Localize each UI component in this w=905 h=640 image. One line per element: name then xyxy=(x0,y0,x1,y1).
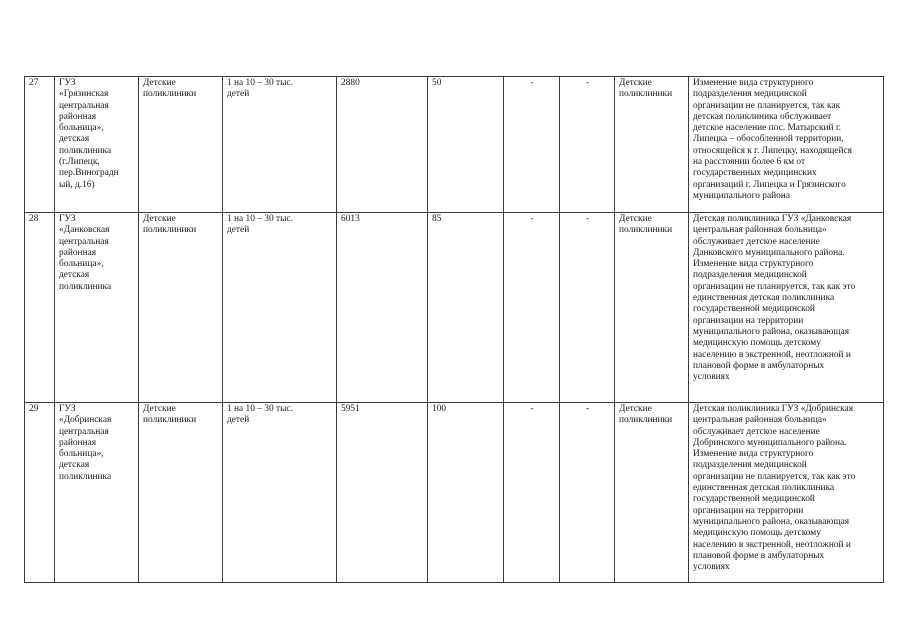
population-cell xyxy=(337,213,428,403)
note-cell-line: обслуживает детское население xyxy=(693,236,820,247)
new-unit-type-cell-line: поликлиники xyxy=(619,225,673,236)
new-unit-type-cell xyxy=(615,77,689,213)
note-cell-line: Данковского муниципального района. xyxy=(693,247,845,258)
norm-cell-line: детей xyxy=(227,225,250,236)
note-cell-line: Изменение вида структурного xyxy=(693,78,814,88)
dash-cell-text: - xyxy=(530,78,534,88)
dash-cell xyxy=(560,213,615,403)
organization-cell-line: центральная xyxy=(59,100,109,111)
row-number-cell-text: 28 xyxy=(29,214,39,224)
note-cell-line: условиях xyxy=(693,372,730,383)
population-cell-text: 6013 xyxy=(341,214,360,224)
organization-cell-line: ГУЗ xyxy=(59,214,76,224)
new-unit-type-cell-line: Детские xyxy=(619,404,652,414)
organization-cell-line: поликлиника xyxy=(59,471,112,482)
population-cell xyxy=(337,77,428,213)
capacity-cell xyxy=(428,213,504,403)
population-cell-text: 5951 xyxy=(341,404,360,414)
organization-cell-line: больница», xyxy=(59,449,104,460)
note-cell-line: подразделения медицинской xyxy=(693,460,807,471)
organization-cell-line: районная xyxy=(59,111,97,122)
note-cell xyxy=(689,403,884,583)
note-cell-line: Детская поликлиника ГУЗ «Добринская xyxy=(693,404,854,414)
organization-cell-line: детская xyxy=(59,270,90,281)
new-unit-type-cell-line: Детские xyxy=(619,214,652,224)
unit-type-cell xyxy=(139,403,223,583)
new-unit-type-cell-line: поликлиники xyxy=(619,415,673,426)
note-cell-line: организации на территории xyxy=(693,505,804,516)
dash-cell xyxy=(560,403,615,583)
new-unit-type-cell xyxy=(615,403,689,583)
row-number-cell xyxy=(25,77,55,213)
organization-cell xyxy=(55,403,139,583)
new-unit-type-cell xyxy=(615,213,689,403)
new-unit-type-cell-line: поликлиники xyxy=(619,89,673,100)
organization-cell-line: ГУЗ xyxy=(59,78,76,88)
note-cell-line: организаций г. Липецка и Грязинского xyxy=(693,179,846,190)
note-cell-line: медицинскую помощь детскому xyxy=(693,528,821,539)
note-cell-line: центральная районная больница» xyxy=(693,225,827,236)
note-cell-line: плановой форме в амбулаторных xyxy=(693,360,825,371)
organization-cell xyxy=(55,213,139,403)
unit-type-cell-line: поликлиники xyxy=(143,415,197,426)
note-cell-line: Изменение вида структурного xyxy=(693,259,814,270)
note-cell-line: организации не планируется, так как xyxy=(693,100,841,111)
organization-cell-line: «Добринская xyxy=(59,415,112,426)
note-cell-line: подразделения медицинской xyxy=(693,270,807,281)
population-cell xyxy=(337,403,428,583)
organization-cell-line: поликлиника xyxy=(59,281,112,292)
unit-type-cell-line: Детские xyxy=(143,404,176,414)
dash-cell xyxy=(504,403,560,583)
row-number-cell xyxy=(25,213,55,403)
table-row xyxy=(25,403,884,583)
table-body xyxy=(25,77,884,583)
dash-cell xyxy=(504,77,560,213)
note-cell-line: государственной медицинской xyxy=(693,494,815,505)
note-cell-line: государственной медицинской xyxy=(693,304,815,315)
unit-type-cell xyxy=(139,77,223,213)
organization-cell-line: пер.Виноградн xyxy=(59,168,119,179)
note-cell-line: организации на территории xyxy=(693,315,804,326)
organization-cell-line: районная xyxy=(59,247,97,258)
dash-cell xyxy=(560,77,615,213)
organization-cell-line: «Данковская xyxy=(59,225,110,236)
unit-type-cell-line: Детские xyxy=(143,78,176,88)
row-number-cell-text: 29 xyxy=(29,404,39,414)
capacity-cell xyxy=(428,403,504,583)
norm-cell-line: детей xyxy=(227,89,250,100)
organization-cell-line: центральная xyxy=(59,426,109,437)
note-cell-line: населению в экстренной, неотложной и xyxy=(693,539,851,550)
row-number-cell-text: 27 xyxy=(29,78,39,88)
note-cell-line: единственная детская поликлиника xyxy=(693,293,835,304)
dash-cell-text: - xyxy=(530,404,534,414)
note-cell-line: Изменение вида структурного xyxy=(693,449,814,460)
norm-cell-line: 1 на 10 – 30 тыс. xyxy=(227,404,293,414)
new-unit-type-cell-line: Детские xyxy=(619,78,652,88)
norm-cell xyxy=(223,403,337,583)
organization-cell-line: ГУЗ xyxy=(59,404,76,414)
unit-type-cell-line: поликлиники xyxy=(143,225,197,236)
note-cell-line: Добринского муниципального района. xyxy=(693,437,847,448)
note-cell-line: подразделения медицинской xyxy=(693,89,807,100)
row-number-cell xyxy=(25,403,55,583)
note-cell-line: медицинскую помощь детскому xyxy=(693,338,821,349)
note-cell-line: муниципального района, оказывающая xyxy=(693,326,850,337)
medical-organizations-table xyxy=(24,76,884,583)
organization-cell-line: (г.Липецк, xyxy=(59,157,100,168)
organization-cell-line: районная xyxy=(59,437,97,448)
note-cell-line: муниципального района xyxy=(693,190,790,201)
note-cell-line: населению в экстренной, неотложной и xyxy=(693,349,851,360)
note-cell-line: государственных медицинских xyxy=(693,168,817,179)
table-row xyxy=(25,77,884,213)
organization-cell-line: центральная xyxy=(59,236,109,247)
note-cell-line: Липецка – обособленной территории, xyxy=(693,134,844,145)
note-cell xyxy=(689,213,884,403)
note-cell-line: условиях xyxy=(693,562,730,573)
note-cell-line: единственная детская поликлиника xyxy=(693,483,835,494)
capacity-cell-text: 85 xyxy=(432,214,442,224)
organization-cell-line: ый, д.16) xyxy=(59,179,95,190)
unit-type-cell-line: Детские xyxy=(143,214,176,224)
norm-cell-line: 1 на 10 – 30 тыс. xyxy=(227,214,293,224)
dash-cell-text: - xyxy=(585,214,590,224)
unit-type-cell-line: поликлиники xyxy=(143,89,197,100)
note-cell-line: плановой форме в амбулаторных xyxy=(693,550,825,561)
unit-type-cell xyxy=(139,213,223,403)
dash-cell-text: - xyxy=(585,404,590,414)
note-cell-line: организации не планируется, так как это xyxy=(693,471,856,482)
note-cell-line: муниципального района, оказывающая xyxy=(693,516,850,527)
norm-cell-line: 1 на 10 – 30 тыс. xyxy=(227,78,293,88)
organization-cell-line: поликлиника xyxy=(59,145,112,156)
table-row xyxy=(25,213,884,403)
note-cell-line: организации не планируется, так как это xyxy=(693,281,856,292)
population-cell-text: 2880 xyxy=(341,78,360,88)
note-cell-line: центральная районная больница» xyxy=(693,415,827,426)
norm-cell xyxy=(223,77,337,213)
organization-cell-line: «Грязинская xyxy=(59,89,109,100)
note-cell-line: на расстоянии более 6 км от xyxy=(693,157,806,168)
norm-cell xyxy=(223,213,337,403)
capacity-cell-text: 100 xyxy=(432,404,447,414)
note-cell-line: детская поликлиника обслуживает xyxy=(693,111,832,122)
organization-cell-line: больница», xyxy=(59,123,104,134)
organization-cell-line: больница», xyxy=(59,259,104,270)
norm-cell-line: детей xyxy=(227,415,250,426)
organization-cell-line: детская xyxy=(59,460,90,471)
note-cell-line: детское население пос. Матырский г. xyxy=(693,123,842,134)
capacity-cell xyxy=(428,77,504,213)
organization-cell xyxy=(55,77,139,213)
organization-cell-line: детская xyxy=(59,134,90,145)
dash-cell-text: - xyxy=(530,214,534,224)
note-cell-line: обслуживает детское население xyxy=(693,426,820,437)
note-cell-line: Детская поликлиника ГУЗ «Данковская xyxy=(693,214,852,224)
dash-cell xyxy=(504,213,560,403)
note-cell-line: относящейся к г. Липецку, находящейся xyxy=(693,145,852,156)
dash-cell-text: - xyxy=(585,78,590,88)
capacity-cell-text: 50 xyxy=(432,78,442,88)
note-cell xyxy=(689,77,884,213)
